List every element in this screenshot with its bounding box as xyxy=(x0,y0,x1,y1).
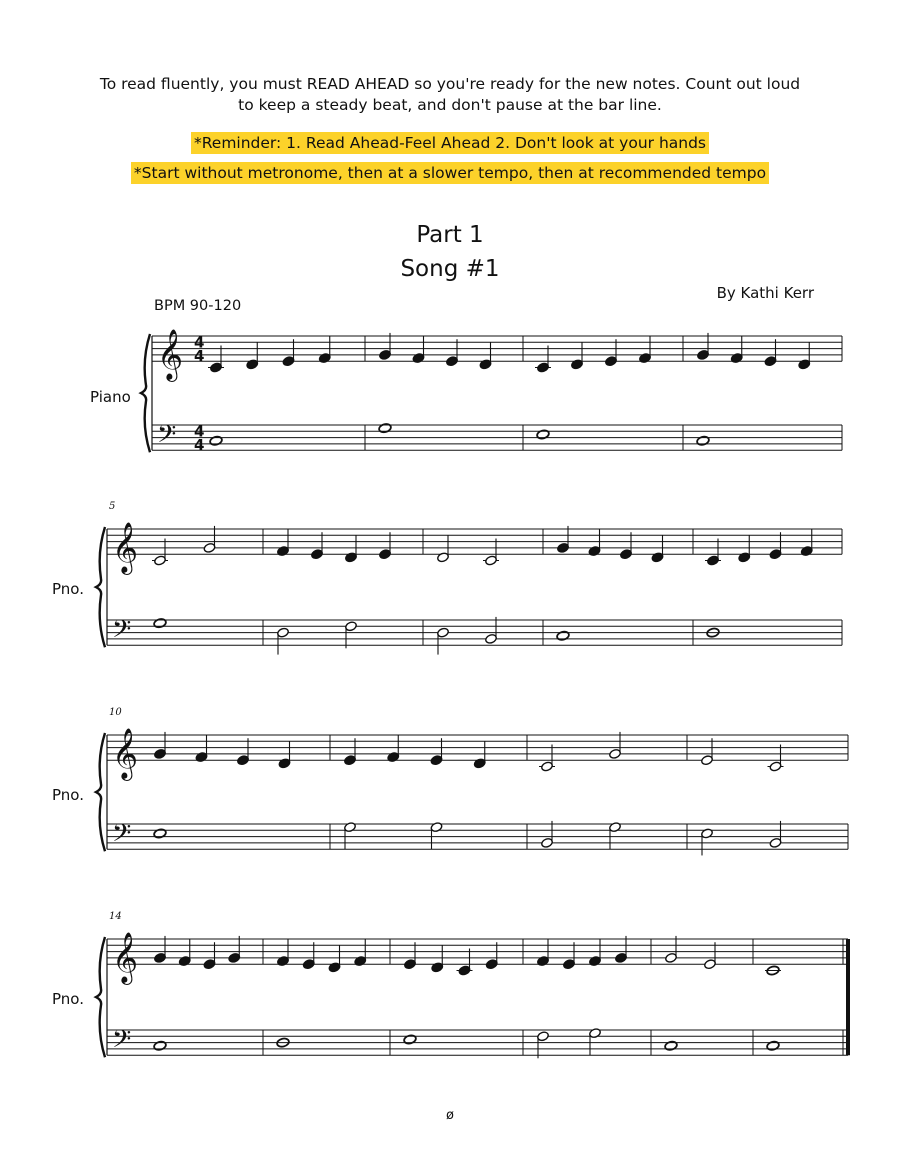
bass-clef-icon: 𝄢 xyxy=(112,819,132,855)
measure-number: 5 xyxy=(109,501,116,512)
instrument-label-system-3: Pno. xyxy=(52,786,84,804)
bass-clef-icon: 𝄢 xyxy=(112,615,132,651)
brace xyxy=(96,937,105,1057)
treble-clef-icon: 𝄞 xyxy=(157,329,184,381)
whole-note xyxy=(153,1040,167,1051)
treble-clef-icon: 𝄞 xyxy=(112,522,139,574)
whole-note xyxy=(536,429,550,440)
brace xyxy=(141,334,150,452)
brace xyxy=(96,527,105,647)
brace xyxy=(96,733,105,851)
tempo-marking: BPM 90-120 xyxy=(154,298,242,314)
whole-note xyxy=(766,1040,780,1051)
song-title: Song #1 xyxy=(400,256,500,282)
reminder-1-text: *Reminder: 1. Read Ahead-Feel Ahead 2. Don't look at your hands xyxy=(191,132,709,154)
whole-note xyxy=(556,630,570,641)
intro-line-1: To read fluently, you must READ AHEAD so you're ready for the new notes. Count out loud xyxy=(99,75,801,93)
time-signature-bottom: 4 xyxy=(194,436,205,455)
instrument-label-system-2: Pno. xyxy=(52,580,84,598)
whole-note xyxy=(153,618,167,629)
bass-clef-icon: 𝄢 xyxy=(112,1025,132,1061)
instrument-label-piano: Piano xyxy=(90,388,131,406)
treble-clef-icon: 𝄞 xyxy=(112,728,139,780)
bass-clef-icon: 𝄢 xyxy=(157,420,177,456)
whole-note xyxy=(403,1034,417,1045)
intro-line-2: to keep a steady beat, and don't pause at the bar line. xyxy=(238,96,662,114)
page-number: ø xyxy=(446,1108,454,1123)
whole-note xyxy=(664,1040,678,1051)
time-signature-top: 4 xyxy=(194,333,205,352)
treble-clef-icon: 𝄞 xyxy=(112,932,139,984)
instrument-label-system-4: Pno. xyxy=(52,990,84,1008)
whole-note xyxy=(153,828,167,839)
measure-number: 10 xyxy=(109,707,122,718)
measure-number: 14 xyxy=(109,911,122,922)
whole-note xyxy=(378,423,392,434)
time-signature-top: 4 xyxy=(194,422,205,441)
whole-note xyxy=(696,435,710,446)
composer: By Kathi Kerr xyxy=(716,284,814,302)
whole-note xyxy=(209,435,223,446)
time-signature-bottom: 4 xyxy=(194,347,205,366)
reminder-2-text: *Start without metronome, then at a slower tempo, then at recommended tempo xyxy=(131,162,769,184)
part-title: Part 1 xyxy=(416,222,484,248)
